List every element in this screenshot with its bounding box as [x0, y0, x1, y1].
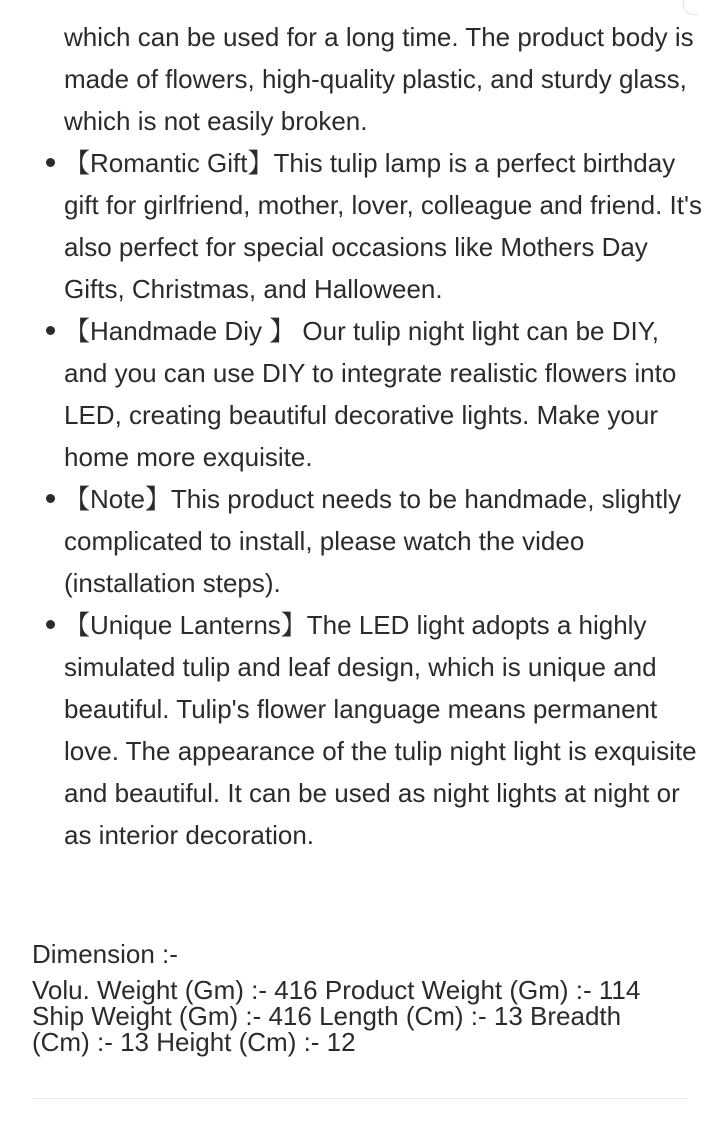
corner-decoration [683, 0, 698, 15]
product-description-list [64, 16, 704, 856]
dimension-heading: Dimension :- [32, 939, 178, 969]
dimension-details: Volu. Weight (Gm) :- 416 Product Weight (Gm) :- 114 Ship Weight (Gm) :- 416 Length (Cm) :- 13 Breadth (Cm) :- 13 Height (Cm) :- 12 [32, 975, 641, 1057]
description-item-unique-lanterns: 【Unique Lanterns】The LED light adopts a highly simulated tulip and leaf design, which is unique and beautiful. Tulip's flower language means permanent love. The appearance of the tulip night light is exquisite and beautiful. It can be used as night lights at night or as interior decoration. [64, 604, 704, 856]
description-item-handmade-diy: 【Handmade Diy 】 Our tulip night light can be DIY, and you can use DIY to integrate realistic flowers into LED, creating beautiful decorative lights. Make your home more exquisite. [64, 310, 704, 478]
section-divider [32, 1098, 688, 1099]
description-item-romantic-gift: 【Romantic Gift】This tulip lamp is a perfect birthday gift for girlfriend, mother, lover, colleague and friend. It's also perfect for special occasions like Mothers Day Gifts, Christmas, and Halloween. [64, 142, 704, 310]
description-item-continued: which can be used for a long time. The product body is made of flowers, high-quality plastic, and sturdy glass, which is not easily broken. [64, 22, 694, 136]
description-item-note: 【Note】This product needs to be handmade, slightly complicated to install, please watch the video (installation steps). [64, 478, 704, 604]
